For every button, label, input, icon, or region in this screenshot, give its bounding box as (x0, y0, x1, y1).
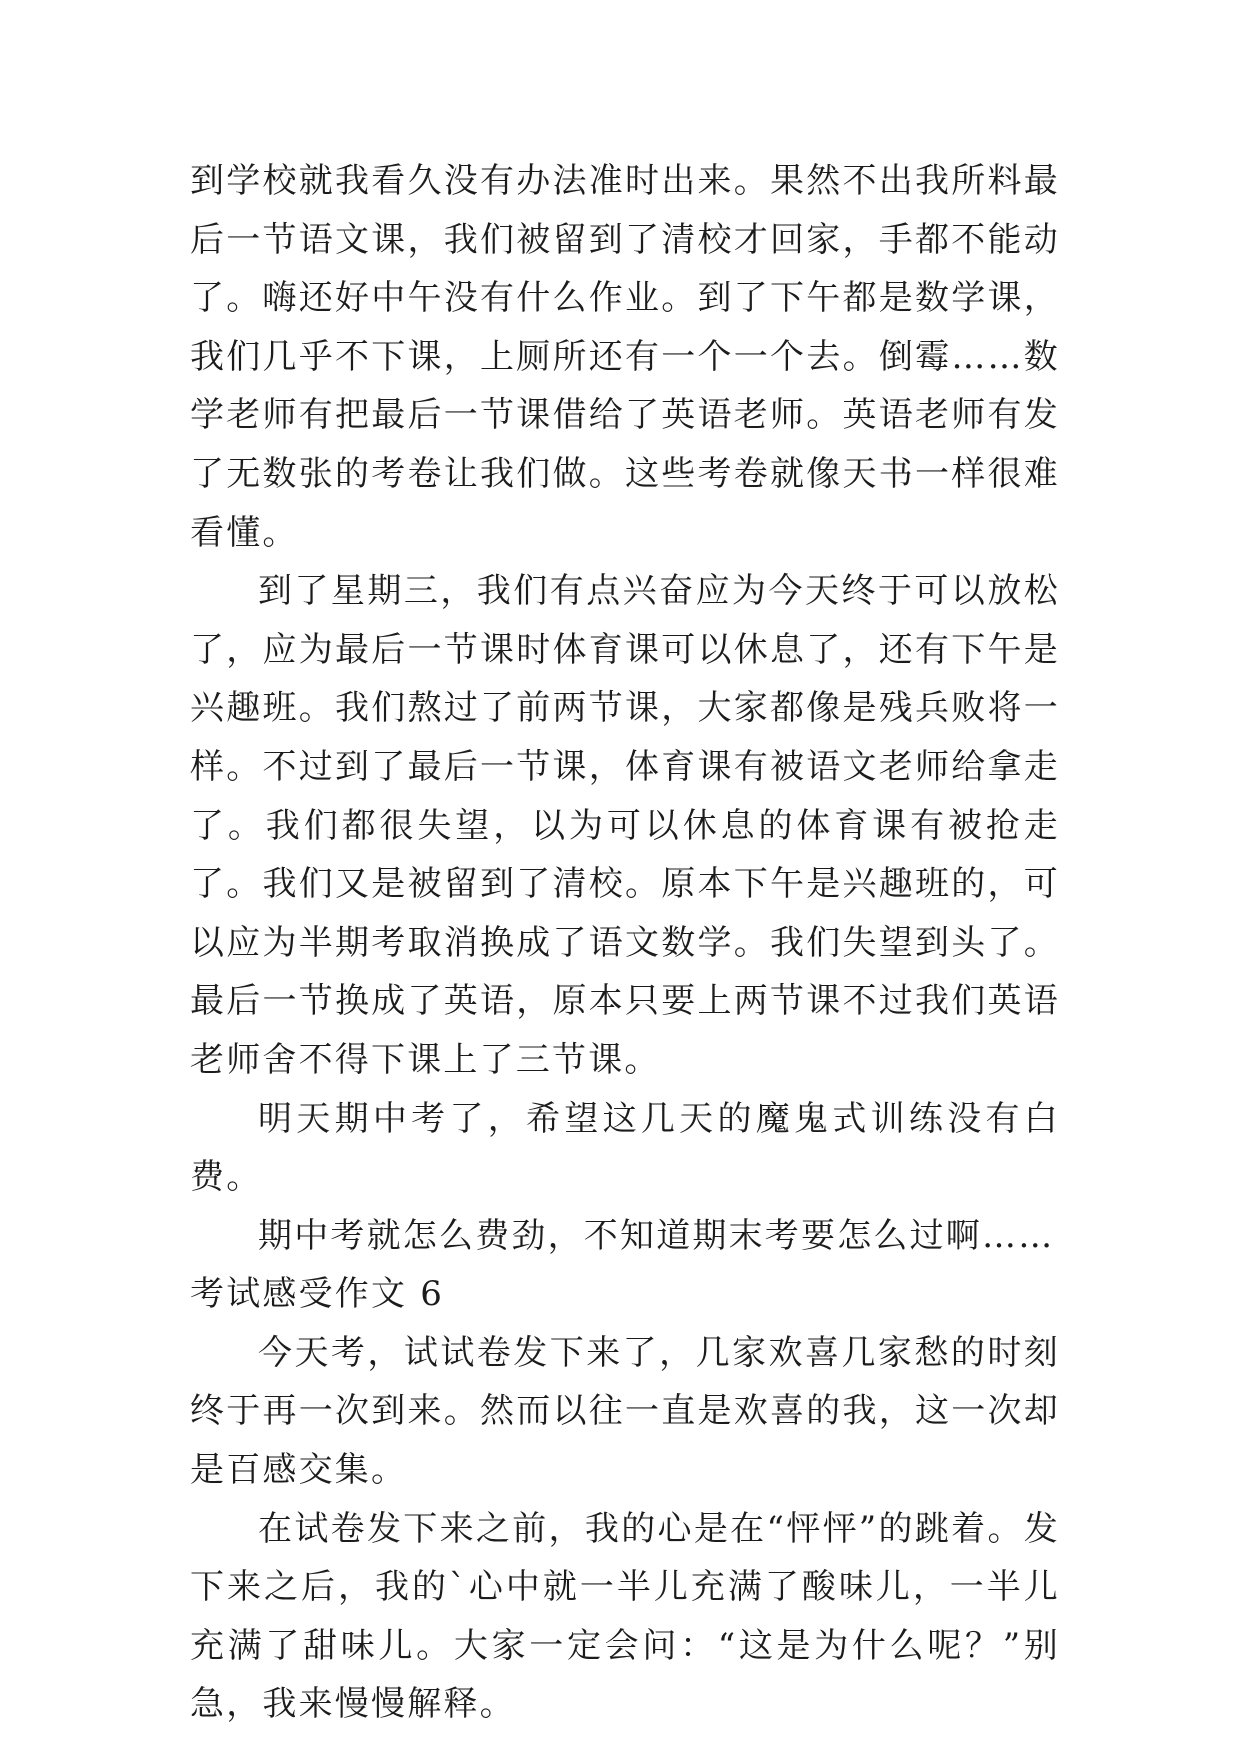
section-heading: 考试感受作文 6 (190, 1274, 445, 1315)
paragraph-6: 在试卷发下来之前，我的心是在“怦怦”的跳着。发下来之后，我的`心中就一半儿充满了酸味儿，一半儿充满了甜味儿。大家一定会问：“这是为什么呢？”别急，我来慢慢解释。 (190, 1508, 1060, 1725)
paragraph-5: 今天考，试试卷发下来了，几家欢喜几家愁的时刻终于再一次到来。然而以往一直是欢喜的我，这一次却是百感交集。 (190, 1332, 1060, 1491)
document-body (190, 152, 1060, 1734)
paragraph-2: 到了星期三，我们有点兴奋应为今天终于可以放松了，应为最后一节课时体育课可以休息了，还有下午是兴趣班。我们熬过了前两节课，大家都像是残兵败将一样。不过到了最后一节课，体育课有被语文老师给拿走了。我们都很失望，以为可以休息的体育课有被抢走了。我们又是被留到了清校。原本下午是兴趣班的，可以应为半期考取消换成了语文数学。我们失望到头了。最后一节换成了英语，原本只要上两节课不过我们英语老师舍不得下课上了三节课。 (190, 571, 1060, 1080)
paragraph-1: 到学校就我看久没有办法准时出来。果然不出我所料最后一节语文课，我们被留到了清校才回家，手都不能动了。嗨还好中午没有什么作业。到了下午都是数学课，我们几乎不下课，上厕所还有一个一个去。倒霉……数学老师有把最后一节课借给了英语老师。英语老师有发了无数张的考卷让我们做。这些考卷就像天书一样很难看懂。 (190, 161, 1060, 553)
paragraph-4: 期中考就怎么费劲，不知道期末考要怎么过啊…… (258, 1215, 1055, 1256)
paragraph-3: 明天期中考了，希望这几天的魔鬼式训练没有白费。 (190, 1098, 1060, 1198)
